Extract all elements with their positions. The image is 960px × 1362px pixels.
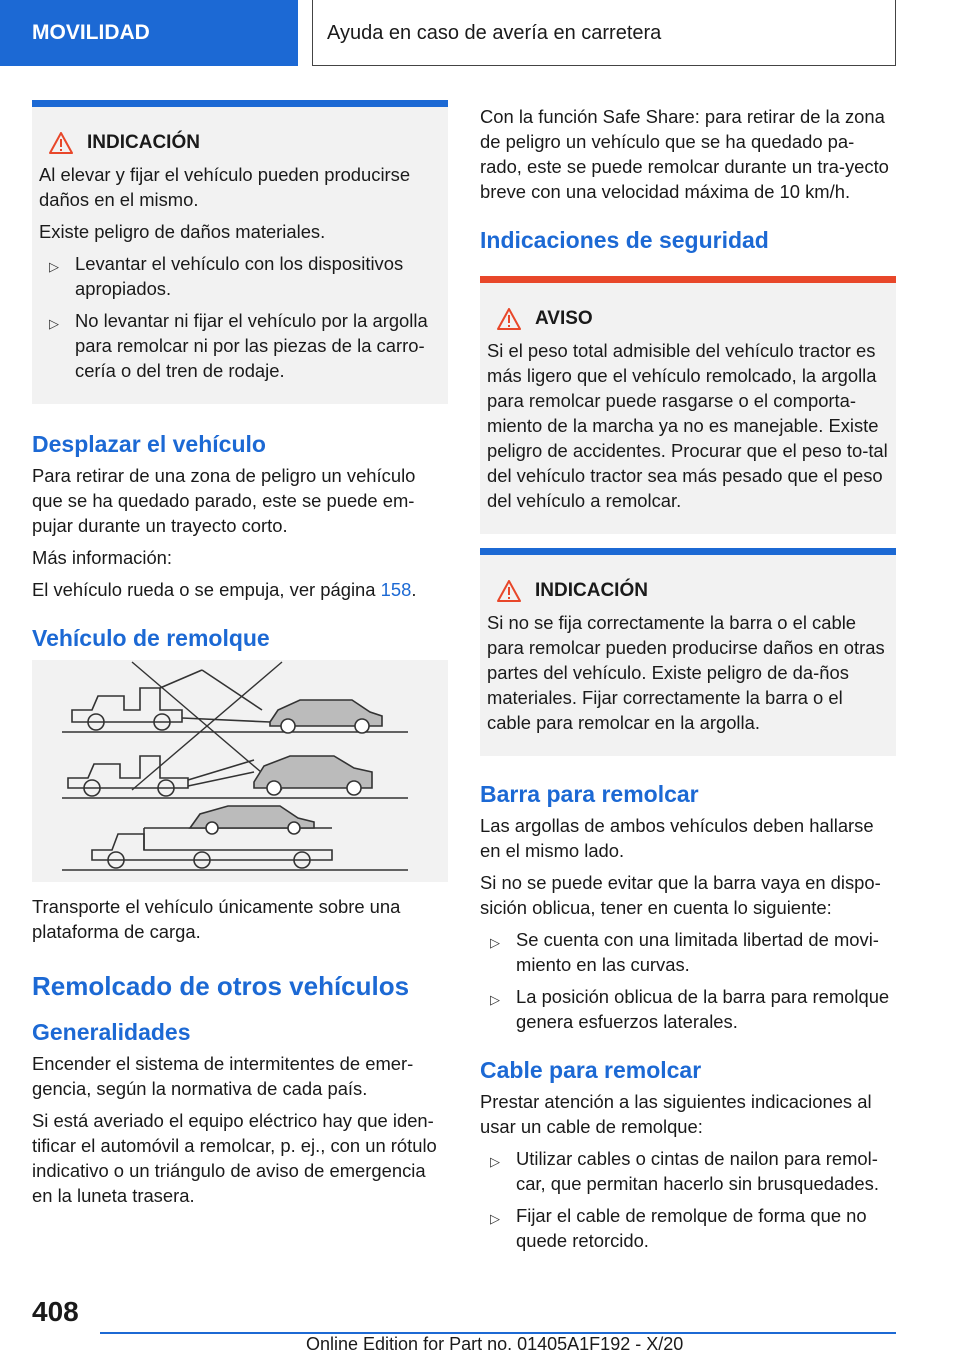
bullet-list: [480, 927, 896, 1034]
bullet-triangle-icon: ▷: [490, 1211, 500, 1226]
section-heading: Generalidades: [32, 1019, 191, 1045]
bullet-triangle-icon: ▷: [490, 1154, 500, 1169]
edition-note: Online Edition for Part no. 01405A1F192 - X/20: [306, 1334, 684, 1354]
notice-text: Si no se fija correctamente la barra o el cable para remolcar pueden producirse daños en otras partes del vehículo. Existe peligro de da-ños materiales. Fijar correctamente la barra o el cable para remolcar en la argolla.: [487, 612, 885, 733]
section-heading: Indicaciones de seguridad: [480, 227, 769, 253]
notice-text: Al elevar y fijar el vehículo pueden producirse daños en el mismo.: [39, 164, 411, 210]
paragraph: Encender el sistema de intermitentes de emer-gencia, según la normativa de cada país.: [32, 1053, 414, 1099]
warning-triangle-icon: [49, 132, 73, 154]
paragraph: Las argollas de ambos vehículos deben hallarse en el mismo lado.: [480, 815, 874, 861]
list-item: ▷ La posición oblicua de la barra para remolque genera esfuerzos laterales.: [490, 986, 890, 1032]
tow-vehicle-illustration: [32, 660, 448, 882]
list-item: ▷ Se cuenta con una limitada libertad de movi-miento en las curvas.: [490, 929, 879, 975]
warning-triangle-icon: [497, 308, 521, 330]
bullet-triangle-icon: ▷: [490, 992, 500, 1007]
section-heading: Cable para remolcar: [480, 1057, 702, 1083]
page-header: [0, 0, 960, 66]
chapter-heading: Remolcado de otros vehículos: [32, 971, 410, 1001]
warning-triangle-icon: [497, 580, 521, 602]
notice-title: INDICACIÓN: [535, 580, 648, 601]
list-item: ▷ Utilizar cables o cintas de nailon para remol-car, que permitan hacerlo sin brusquedades.: [490, 1148, 879, 1194]
notice-text: Existe peligro de daños materiales.: [39, 221, 326, 242]
page-link[interactable]: 158: [380, 579, 412, 600]
notice-text: Si el peso total admisible del vehículo tractor es más ligero que el vehículo remolcado, la argolla para remolcar puede rasgarse o el comporta-miento de la marcha ya no es manejable. Existe peligro de accidentes. Procurar que el peso to-tal del vehículo tractor sea más pesado que el peso del vehículo a remolcar.: [487, 340, 888, 511]
bullet-triangle-icon: ▷: [49, 259, 59, 274]
bullet-triangle-icon: ▷: [490, 935, 500, 950]
tow-trucks-image: [32, 660, 448, 882]
section-heading: Vehículo de remolque: [32, 625, 270, 651]
paragraph: Prestar atención a las siguientes indicaciones al usar un cable de remolque:: [480, 1091, 872, 1137]
paragraph: Si no se puede evitar que la barra vaya en dispo-sición oblicua, tener en cuenta lo siguiente:: [480, 872, 881, 918]
bullet-triangle-icon: ▷: [49, 316, 59, 331]
bullet-list: [480, 1146, 896, 1253]
section-heading: Desplazar el vehículo: [32, 431, 266, 457]
paragraph: Si está averiado el equipo eléctrico hay que iden-tificar el automóvil a remolcar, p. ej., con un rótulo indicativo o un triángulo de aviso de emergencia en la luneta trasera.: [32, 1110, 437, 1206]
list-item: ▷ Levantar el vehículo con los dispositivos apropiados.: [49, 253, 404, 299]
notice-title: INDICACIÓN: [87, 132, 200, 153]
notice-indicacion: [32, 100, 448, 404]
notice-title: AVISO: [535, 308, 593, 329]
notice-aviso: [480, 276, 896, 534]
notice-list: [39, 251, 440, 383]
paragraph: Con la función Safe Share: para retirar de la zona de peligro un vehículo que se ha quedado pa-rado, este se puede remolcar durante un tra-yecto breve con una velocidad máxima de 10 km/h.: [480, 106, 889, 202]
section-tab: MOVILIDAD: [0, 0, 298, 66]
paragraph: Para retirar de una zona de peligro un vehículo que se ha quedado parado, este se puede em-pujar durante un trayecto corto.: [32, 465, 416, 536]
right-column: [480, 104, 896, 1260]
page-number: 408: [32, 1296, 79, 1327]
chapter-title: Ayuda en caso de avería en carretera: [312, 0, 896, 66]
figure-caption: Transporte el vehículo únicamente sobre una plataforma de carga.: [32, 896, 401, 942]
list-item: ▷ Fijar el cable de remolque de forma que no quede retorcido.: [490, 1205, 867, 1251]
paragraph: El vehículo rueda o se empuja, ver página 158.: [32, 579, 417, 600]
notice-indicacion: [480, 548, 896, 756]
section-heading: Barra para remolcar: [480, 781, 699, 807]
paragraph: Más información:: [32, 547, 173, 568]
list-item: ▷ No levantar ni fijar el vehículo por la argolla para remolcar ni por las piezas de la carro-cería o del tren de rodaje.: [49, 310, 428, 381]
left-column: [32, 100, 448, 1215]
